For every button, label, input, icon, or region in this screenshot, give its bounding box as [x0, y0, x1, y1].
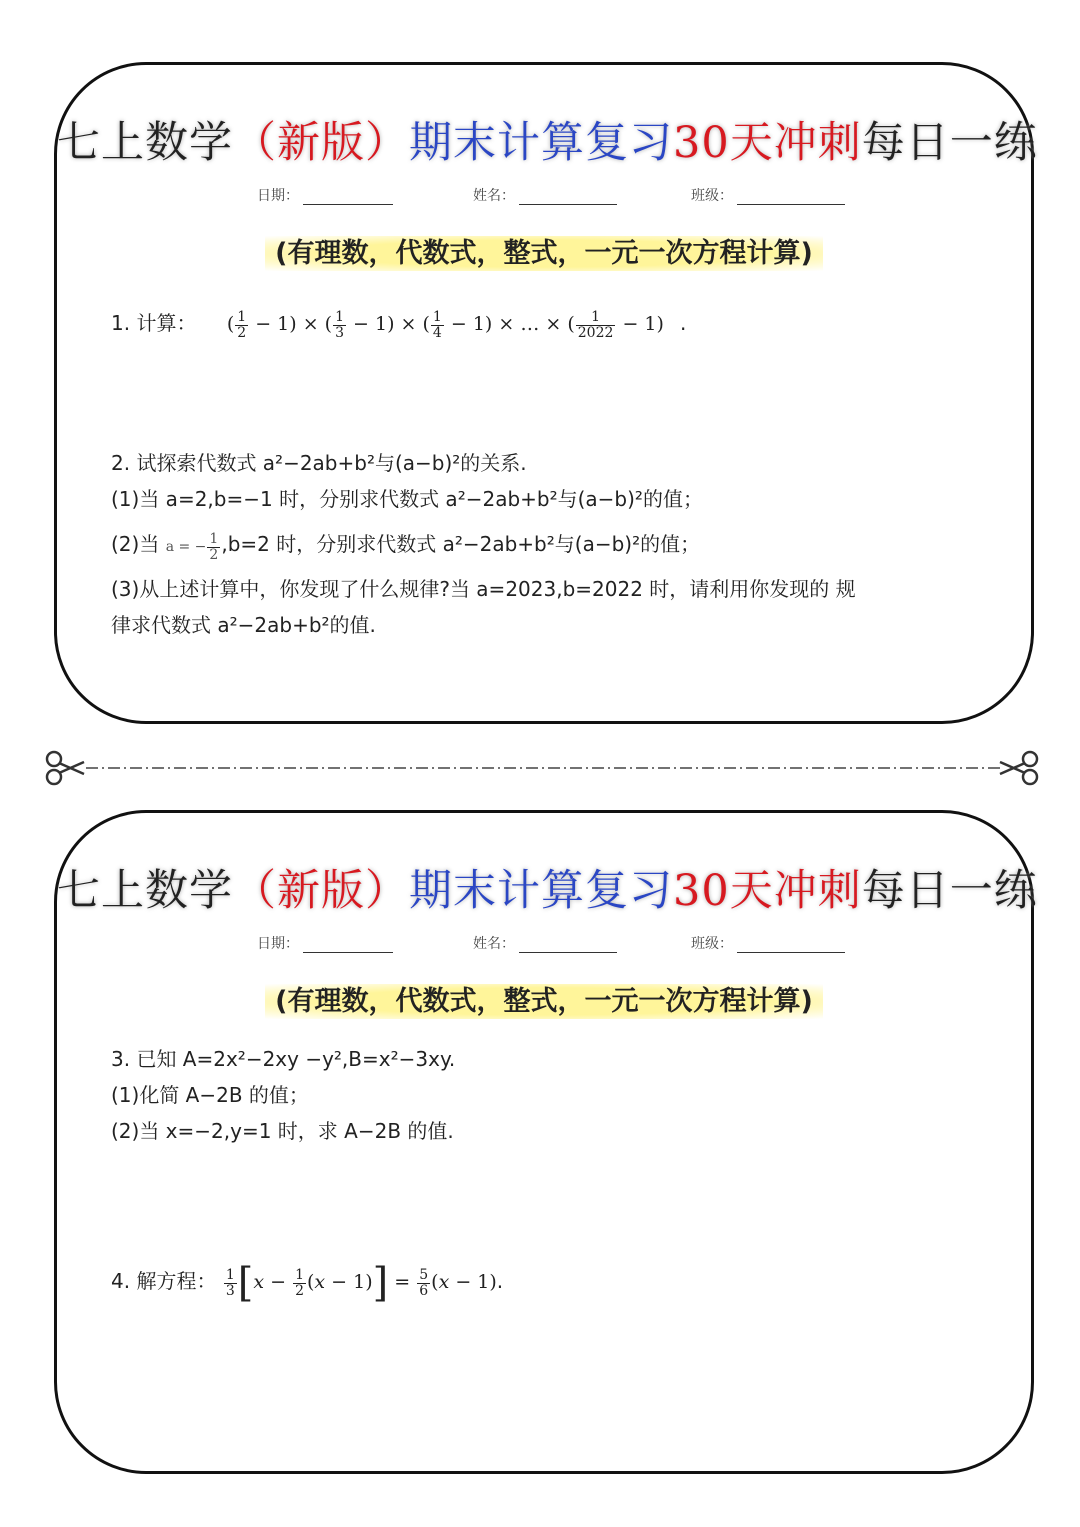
question-1-prefix: 1. 计算： — [111, 311, 197, 335]
question-2-line-4: (3)从上述计算中，你发现了什么规律?当 a=2023,b=2022 时，请利用你发现的 规 — [111, 577, 856, 601]
name-field[interactable] — [473, 185, 617, 205]
question-3-line-1: 3. 已知 A=2x²−2xy −y²,B=x²−3xy. — [111, 1047, 456, 1071]
question-3-line-2: (1)化简 A−2B 的值； — [111, 1083, 309, 1107]
class-field[interactable] — [691, 933, 845, 953]
question-3-line-3: (2)当 x=−2,y=1 时，求 A−2B 的值. — [111, 1119, 454, 1143]
scissors-icon — [1000, 752, 1037, 784]
question-2-line-1: 2. 试探索代数式 a²−2ab+b²与(a−b)²的关系. — [111, 451, 527, 475]
scissors-icon — [47, 752, 84, 784]
question-2 — [111, 445, 856, 643]
question-2-line-5: 律求代数式 a²−2ab+b²的值. — [111, 613, 376, 637]
name-field[interactable] — [473, 933, 617, 953]
topic-subtitle: (有理数，代数式，整式，一元一次方程计算) — [57, 979, 1031, 1018]
question-1-expression: ( $\frac{1}{2}$ − 1) × ( $\frac{1}{3}$ − 1) × ( $\frac{1}{4}$ − 1) × … × ( $\frac{1}{2022}$ − 1) — [226, 308, 670, 341]
class-label: 班级： — [691, 188, 733, 204]
question-1: 1. 计算： ( $\frac{1}{2}$ − 1) × ( $\frac{1}{3}$ − 1) × ( $\frac{1}{4}$ − 1) × … × ( $\frac{1}{2022}$ − 1) . — [111, 308, 687, 341]
worksheet-card-2 — [54, 810, 1038, 1474]
cut-line — [40, 750, 1045, 786]
date-blank[interactable] — [303, 186, 393, 205]
name-blank[interactable] — [519, 186, 617, 205]
class-label: 班级： — [691, 936, 733, 952]
question-4-prefix: 4. 解方程： — [111, 1269, 217, 1293]
date-field[interactable] — [257, 185, 393, 205]
question-2-line-2: (1)当 a=2,b=−1 时，分别求代数式 a²−2ab+b²与(a−b)²的值； — [111, 487, 703, 511]
class-field[interactable] — [691, 185, 845, 205]
name-label: 姓名： — [473, 188, 515, 204]
class-blank[interactable] — [737, 934, 845, 953]
topic-subtitle: (有理数，代数式，整式，一元一次方程计算) — [57, 231, 1031, 270]
name-label: 姓名： — [473, 936, 515, 952]
question-3 — [111, 1041, 455, 1149]
question-2-line-3: (2)当 a = − $\frac{1}{2}$ ,b=2 时，分别求代数式 a²−2ab+b²与(a−b)²的值； — [111, 530, 701, 563]
date-label: 日期： — [257, 936, 299, 952]
worksheet-card-1 — [54, 62, 1038, 724]
worksheet-title: 七上数学（新版）期末计算复习30天冲刺每日一练 — [57, 866, 1038, 916]
date-field[interactable] — [257, 933, 393, 953]
worksheet-title: 七上数学（新版）期末计算复习30天冲刺每日一练 — [57, 118, 1038, 168]
name-blank[interactable] — [519, 934, 617, 953]
date-blank[interactable] — [303, 934, 393, 953]
date-label: 日期： — [257, 188, 299, 204]
question-4-equation: $\frac{1}{3}$ [x − $\frac{1}{2}$ (x − 1)] = $\frac{5}{6}$ (x − 1) — [225, 1260, 497, 1306]
a-equals-neg-half: a = − $\frac{1}{2}$ — [165, 530, 219, 563]
class-blank[interactable] — [737, 186, 845, 205]
question-4: 4. 解方程： $\frac{1}{3}$ [x − $\frac{1}{2}$ (x − 1)] = $\frac{5}{6}$ (x − 1). — [111, 1260, 504, 1306]
